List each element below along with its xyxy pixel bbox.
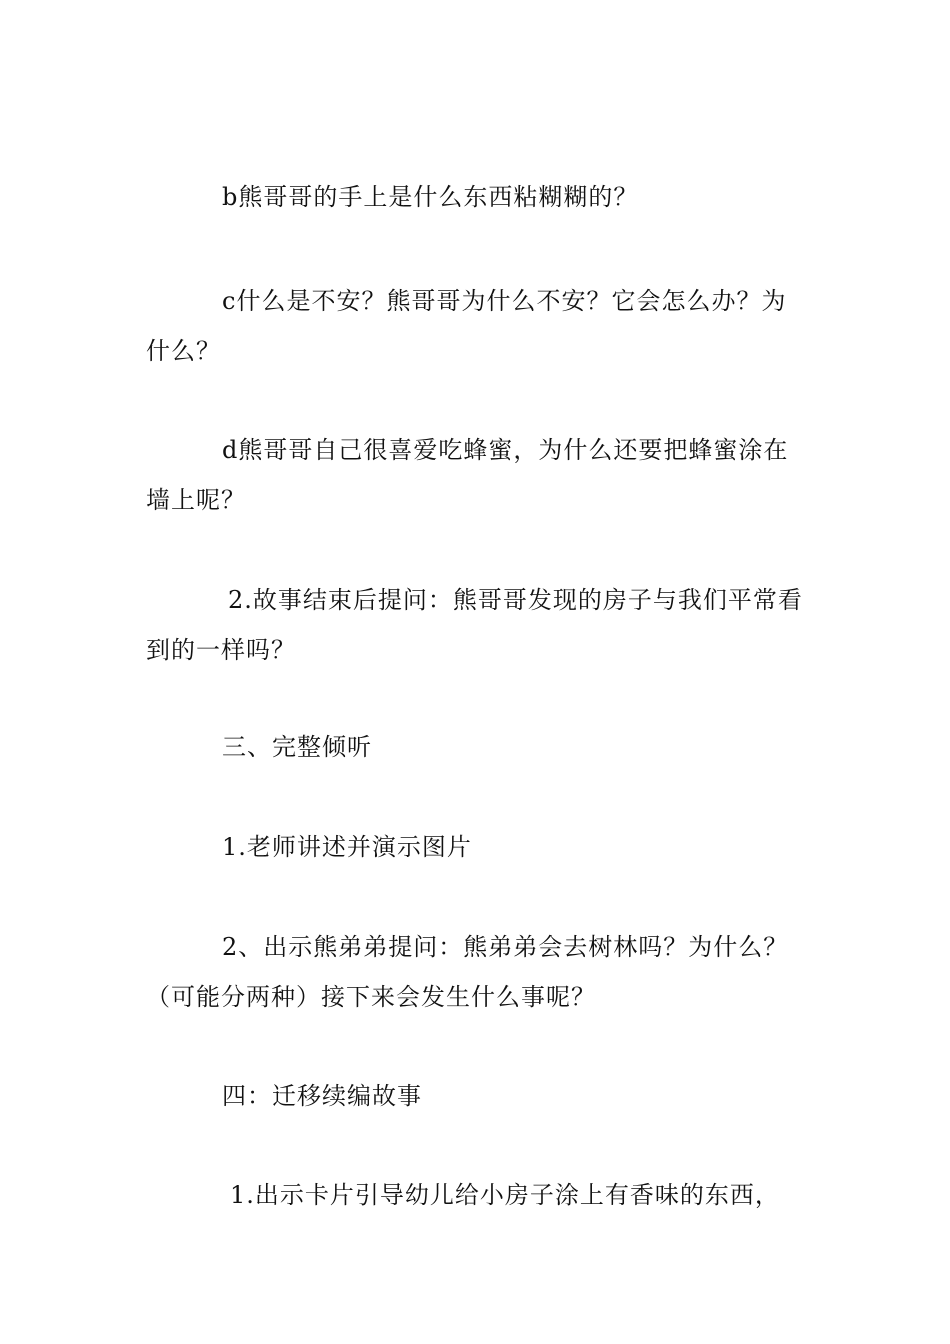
post-story-question: 2.故事结束后提问：熊哥哥发现的房子与我们平常看到的一样吗？ [146,586,803,664]
section-heading-3: 三、完整倾听 [222,733,372,761]
question-d: d熊哥哥自己很喜爱吃蜂蜜，为什么还要把蜂蜜涂在墙上呢？ [146,436,789,514]
question-b: b熊哥哥的手上是什么东西粘糊糊的？ [222,183,639,211]
step-2-show-little-bear: 2、出示熊弟弟提问：熊弟弟会去树林吗？为什么？（可能分两种）接下来会发生什么事呢？ [146,933,789,1011]
step-1-teacher-tells: 1.老师讲述并演示图片 [222,833,472,861]
section-heading-4: 四：迁移续编故事 [222,1082,422,1110]
question-c: c什么是不安？熊哥哥为什么不安？它会怎么办？为什么？ [146,287,787,365]
step-1-show-cards: 1.出示卡片引导幼儿给小房子涂上有香味的东西， [230,1181,780,1209]
